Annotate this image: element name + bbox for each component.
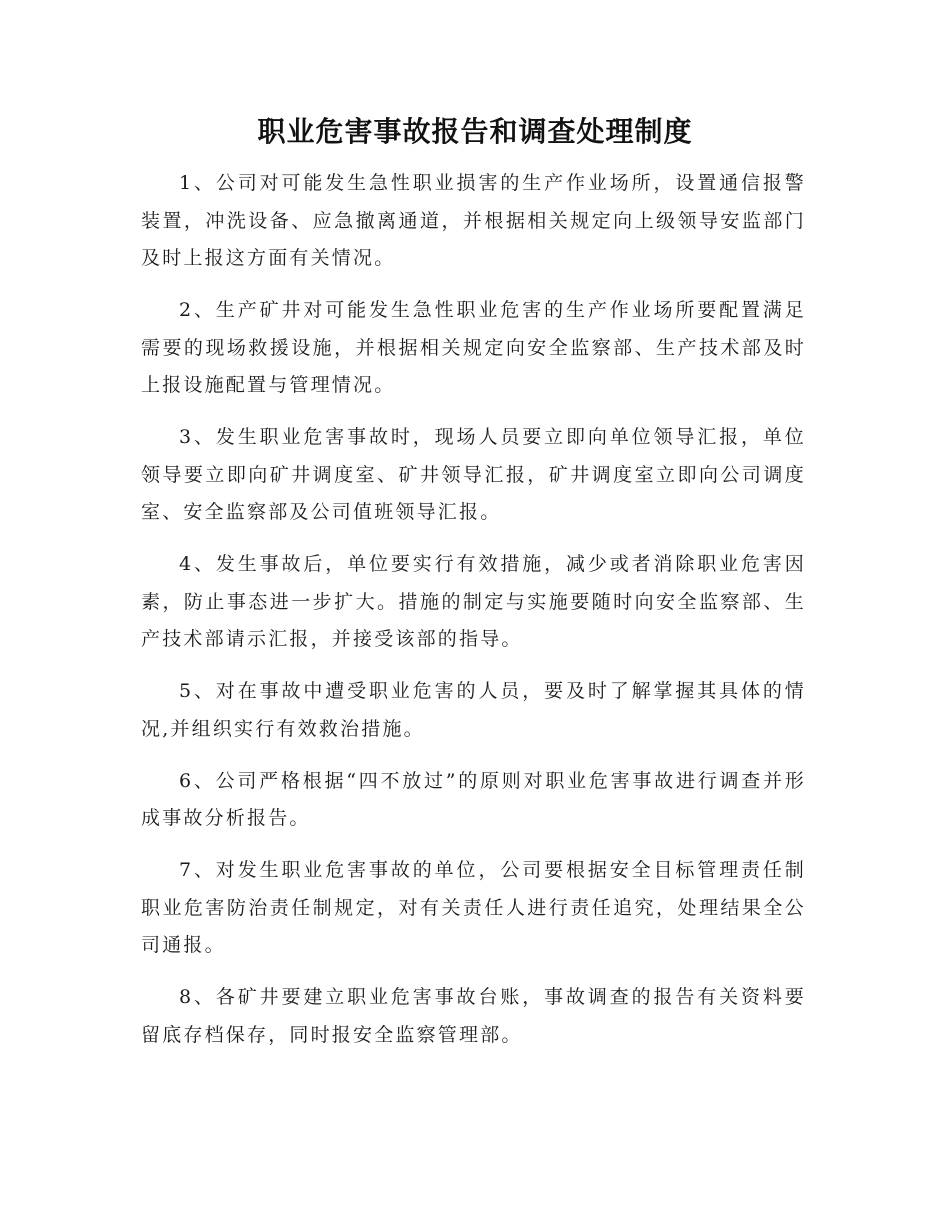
paragraph-7: 7、对发生职业危害事故的单位，公司要根据安全目标管理责任制职业危害防治责任制规定，对有关责任人进行责任追究，处理结果全公司通报。: [141, 859, 806, 956]
paragraph-2: 2、生产矿井对可能发生急性职业危害的生产作业场所要配置满足需要的现场救援设施，并根据相关规定向安全监察部、生产技术部及时上报设施配置与管理情况。: [141, 299, 806, 396]
document-title: 职业危害事故报告和调查处理制度: [257, 115, 693, 148]
paragraph-3: 3、发生职业危害事故时，现场人员要立即向单位领导汇报，单位领导要立即向矿井调度室、矿井领导汇报，矿井调度室立即向公司调度室、安全监察部及公司值班领导汇报。: [141, 426, 806, 523]
document-body: [141, 165, 806, 1069]
paragraph-1: 1、公司对可能发生急性职业损害的生产作业场所，设置通信报警装置，冲洗设备、应急撤离通道，并根据相关规定向上级领导安监部门及时上报这方面有关情况。: [141, 172, 806, 269]
paragraph-4: 4、发生事故后，单位要实行有效措施，减少或者消除职业危害因素，防止事态进一步扩大。措施的制定与实施要随时向安全监察部、生产技术部请示汇报，并接受该部的指导。: [141, 553, 806, 650]
paragraph-5: 5、对在事故中遭受职业危害的人员，要及时了解掌握其具体的情况,并组织实行有效救治措施。: [141, 680, 806, 740]
paragraph-8: 8、各矿井要建立职业危害事故台账，事故调查的报告有关资料要留底存档保存，同时报安全监察管理部。: [141, 986, 806, 1046]
paragraph-6: 6、公司严格根据“四不放过”的原则对职业危害事故进行调查并形成事故分析报告。: [141, 769, 806, 829]
